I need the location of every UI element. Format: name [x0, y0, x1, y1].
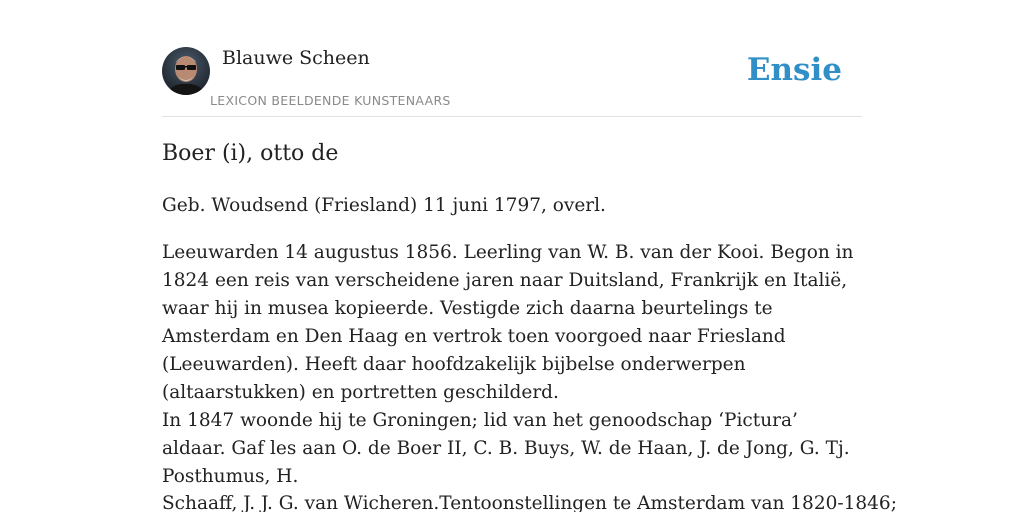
- page-header: [162, 46, 862, 117]
- page-title: Boer (i), otto de: [162, 141, 339, 166]
- article-paragraph: Schaaff, J. J. G. van Wicheren.Tentoonstellingen te Amsterdam van 1820-1846;: [162, 493, 897, 512]
- author-avatar[interactable]: [162, 47, 210, 95]
- article-paragraph: Leeuwarden 14 augustus 1856. Leerling van W. B. van der Kooi. Begon in 1824 een reis van verscheidene jaren naar Duitsland, Frankrijk en Italië, waar hij in musea kopieerde. Vestigde zich daarna beurtelings te Amsterdam en Den Haag en vertrok toen voorgoed naar Friesland (Leeuwarden). Heeft daar hoofdzakelijk bijbelse onderwerpen (altaarstukken) en portretten geschilderd.: [162, 242, 854, 403]
- author-name[interactable]: Blauwe Scheen: [222, 47, 370, 69]
- article-paragraph: Geb. Woudsend (Friesland) 11 juni 1797, overl.: [162, 195, 606, 216]
- avatar-photo: [162, 47, 210, 95]
- site-logo[interactable]: Ensie: [746, 52, 842, 88]
- article-paragraph: In 1847 woonde hij te Groningen; lid van het genoodschap ‘Pictura’ aldaar. Gaf les aan O. de Boer II, C. B. Buys, W. de Haan, J. de Jong, G. Tj. Posthumus, H.: [162, 410, 850, 487]
- collection-link[interactable]: LEXICON BEELDENDE KUNSTENAARS: [210, 93, 451, 108]
